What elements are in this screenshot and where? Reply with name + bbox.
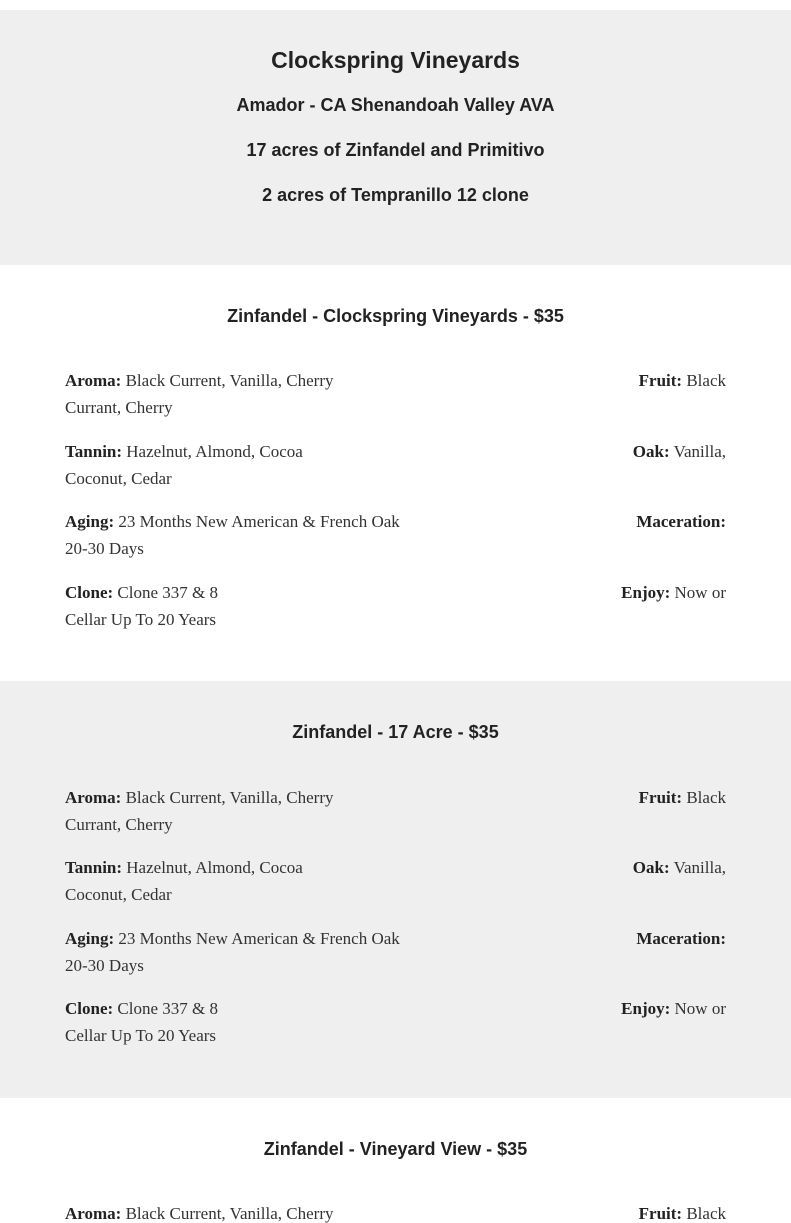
enjoy-value: Now or bbox=[674, 583, 726, 602]
oak-label: Oak: bbox=[632, 442, 670, 461]
fruit-value: Black bbox=[686, 788, 726, 807]
enjoy-field bbox=[621, 995, 726, 1022]
clone-value: Clone 337 & 8 bbox=[117, 999, 219, 1018]
fruit-label: Fruit: bbox=[638, 1204, 683, 1223]
aroma-field bbox=[65, 784, 333, 811]
wine-card-clockspring bbox=[0, 265, 791, 681]
enjoy-value-continued: Cellar Up To 20 Years bbox=[65, 610, 217, 629]
aging-field bbox=[65, 508, 400, 535]
oak-field bbox=[633, 854, 726, 881]
aroma-value: Black Current, Vanilla, Cherry bbox=[125, 371, 334, 390]
maceration-field bbox=[636, 508, 726, 535]
wine-title: Zinfandel - Vineyard View - $35 bbox=[263, 1139, 528, 1159]
tannin-value: Hazelnut, Almond, Cocoa bbox=[126, 858, 303, 877]
enjoy-value: Now or bbox=[674, 999, 726, 1018]
enjoy-label: Enjoy: bbox=[621, 583, 671, 602]
wine-card-17-acre bbox=[0, 681, 791, 1098]
clone-label: Clone: bbox=[65, 999, 114, 1018]
aroma-label: Aroma: bbox=[65, 1204, 122, 1223]
aroma-value: Black Current, Vanilla, Cherry bbox=[125, 788, 334, 807]
oak-value: Vanilla, bbox=[673, 442, 726, 461]
tannin-label: Tannin: bbox=[65, 442, 123, 461]
tannin-field bbox=[65, 438, 303, 465]
maceration-label: Maceration: bbox=[636, 929, 726, 948]
vineyard-location: Amador - CA Shenandoah Valley AVA bbox=[236, 95, 555, 115]
fruit-value: Black bbox=[686, 1204, 726, 1223]
oak-value-continued: Coconut, Cedar bbox=[65, 469, 172, 488]
wine-title: Zinfandel - Clockspring Vineyards - $35 bbox=[227, 306, 564, 326]
aroma-value: Black Current, Vanilla, Cherry bbox=[125, 1204, 334, 1223]
aging-label: Aging: bbox=[65, 929, 115, 948]
oak-value: Vanilla, bbox=[673, 858, 726, 877]
fruit-value-continued: Currant, Cherry bbox=[65, 815, 173, 834]
aroma-field bbox=[65, 367, 333, 394]
enjoy-value-continued: Cellar Up To 20 Years bbox=[65, 1026, 217, 1045]
clone-field bbox=[65, 579, 218, 606]
fruit-label: Fruit: bbox=[638, 371, 683, 390]
vineyard-title: Clockspring Vineyards bbox=[271, 47, 520, 73]
tannin-label: Tannin: bbox=[65, 858, 123, 877]
fruit-field bbox=[639, 1200, 726, 1223]
aroma-label: Aroma: bbox=[65, 371, 122, 390]
aging-value: 23 Months New American & French Oak bbox=[118, 512, 400, 531]
maceration-value-continued: 20-30 Days bbox=[65, 539, 144, 558]
aging-field bbox=[65, 925, 400, 952]
vineyard-header bbox=[0, 10, 791, 265]
wine-title: Zinfandel - 17 Acre - $35 bbox=[292, 722, 499, 742]
aging-label: Aging: bbox=[65, 512, 115, 531]
enjoy-field bbox=[621, 579, 726, 606]
top-spacer bbox=[0, 0, 791, 10]
maceration-value-continued: 20-30 Days bbox=[65, 956, 144, 975]
fruit-label: Fruit: bbox=[638, 788, 683, 807]
aroma-field bbox=[65, 1200, 333, 1223]
maceration-label: Maceration: bbox=[636, 512, 726, 531]
vineyard-acreage-tempranillo: 2 acres of Tempranillo 12 clone bbox=[262, 185, 529, 205]
enjoy-label: Enjoy: bbox=[621, 999, 671, 1018]
oak-value-continued: Coconut, Cedar bbox=[65, 885, 172, 904]
tannin-value: Hazelnut, Almond, Cocoa bbox=[126, 442, 303, 461]
aging-value: 23 Months New American & French Oak bbox=[118, 929, 400, 948]
vineyard-acreage-zinfandel: 17 acres of Zinfandel and Primitivo bbox=[246, 140, 545, 160]
oak-field bbox=[633, 438, 726, 465]
clone-field bbox=[65, 995, 218, 1022]
maceration-field bbox=[636, 925, 726, 952]
oak-label: Oak: bbox=[632, 858, 670, 877]
fruit-field bbox=[639, 784, 726, 811]
clone-value: Clone 337 & 8 bbox=[117, 583, 219, 602]
tannin-field bbox=[65, 854, 303, 881]
fruit-value: Black bbox=[686, 371, 726, 390]
wine-card-vineyard-view bbox=[0, 1098, 791, 1223]
fruit-value-continued: Currant, Cherry bbox=[65, 398, 173, 417]
clone-label: Clone: bbox=[65, 583, 114, 602]
fruit-field bbox=[639, 367, 726, 394]
aroma-label: Aroma: bbox=[65, 788, 122, 807]
